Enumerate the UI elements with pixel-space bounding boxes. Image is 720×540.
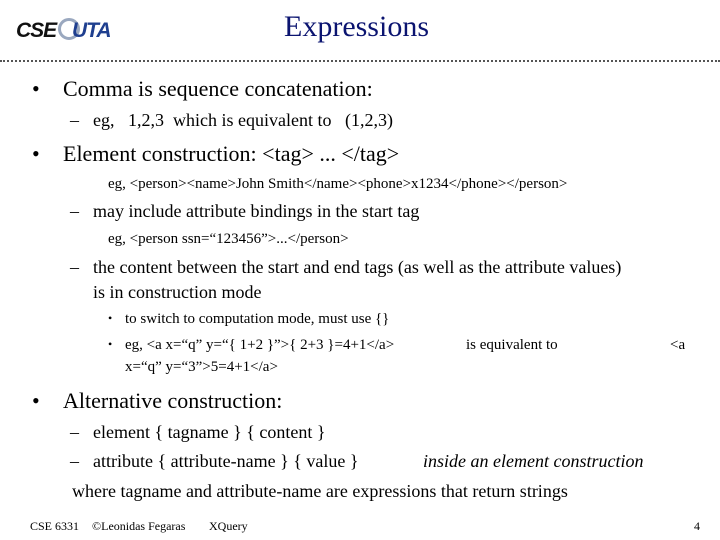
attribute-constructor-note: inside an element construction <box>423 451 644 471</box>
dash-icon: – <box>70 451 79 471</box>
equivalent-tag-start: <a <box>670 337 686 353</box>
small-bullet-icon: • <box>108 311 113 325</box>
footer-topic: XQuery <box>209 519 248 533</box>
slide-title: Expressions <box>284 10 429 43</box>
constructor-explanation: where tagname and attribute-name are expressions that return strings <box>72 481 568 501</box>
logo <box>16 18 116 44</box>
attribute-constructor: attribute { attribute-name } { value } <box>93 451 359 471</box>
computation-mode-note: to switch to computation mode, must use {} <box>125 311 390 327</box>
attribute-bindings-note: may include attribute bindings in the start tag <box>93 201 420 221</box>
bullet-icon: • <box>32 141 40 166</box>
title-divider <box>0 60 720 62</box>
small-bullet-icon: • <box>108 337 113 351</box>
attribute-example: eg, <person ssn=“123456”>...</person> <box>108 231 349 247</box>
sequence-example: eg, 1,2,3 which is equivalent to (1,2,3) <box>93 110 393 130</box>
footer-course: CSE 6331 <box>30 519 80 533</box>
logo-uta: UTA <box>72 19 111 42</box>
element-example: eg, <person><name>John Smith</name><phone>x1234</phone></person> <box>108 176 568 192</box>
dash-icon: – <box>70 201 79 221</box>
bullet-icon: • <box>32 76 40 101</box>
element-constructor: element { tagname } { content } <box>93 422 326 442</box>
equivalent-example: x=“q” y=“3”>5=4+1</a> <box>125 359 278 375</box>
page-number: 4 <box>694 519 700 533</box>
dash-icon: – <box>70 422 79 442</box>
bullet-icon: • <box>32 388 40 413</box>
bullet-alternative-construction: Alternative construction: <box>63 388 283 413</box>
footer-author: ©Leonidas Fegaras <box>92 519 186 533</box>
construction-mode-line1: the content between the start and end tags (as well as the attribute values) <box>93 257 622 277</box>
logo-cse: CSE <box>16 19 57 42</box>
dash-icon: – <box>70 110 79 130</box>
construction-mode-line2: is in construction mode <box>93 282 262 302</box>
equivalence-label: is equivalent to <box>466 337 558 353</box>
bullet-sequence: Comma is sequence concatenation: <box>63 76 373 101</box>
dash-icon: – <box>70 257 79 277</box>
computation-example: eg, <a x=“q” y=“{ 1+2 }”>{ 2+3 }=4+1</a> <box>125 337 395 353</box>
bullet-element-construction: Element construction: <tag> ... </tag> <box>63 141 400 166</box>
